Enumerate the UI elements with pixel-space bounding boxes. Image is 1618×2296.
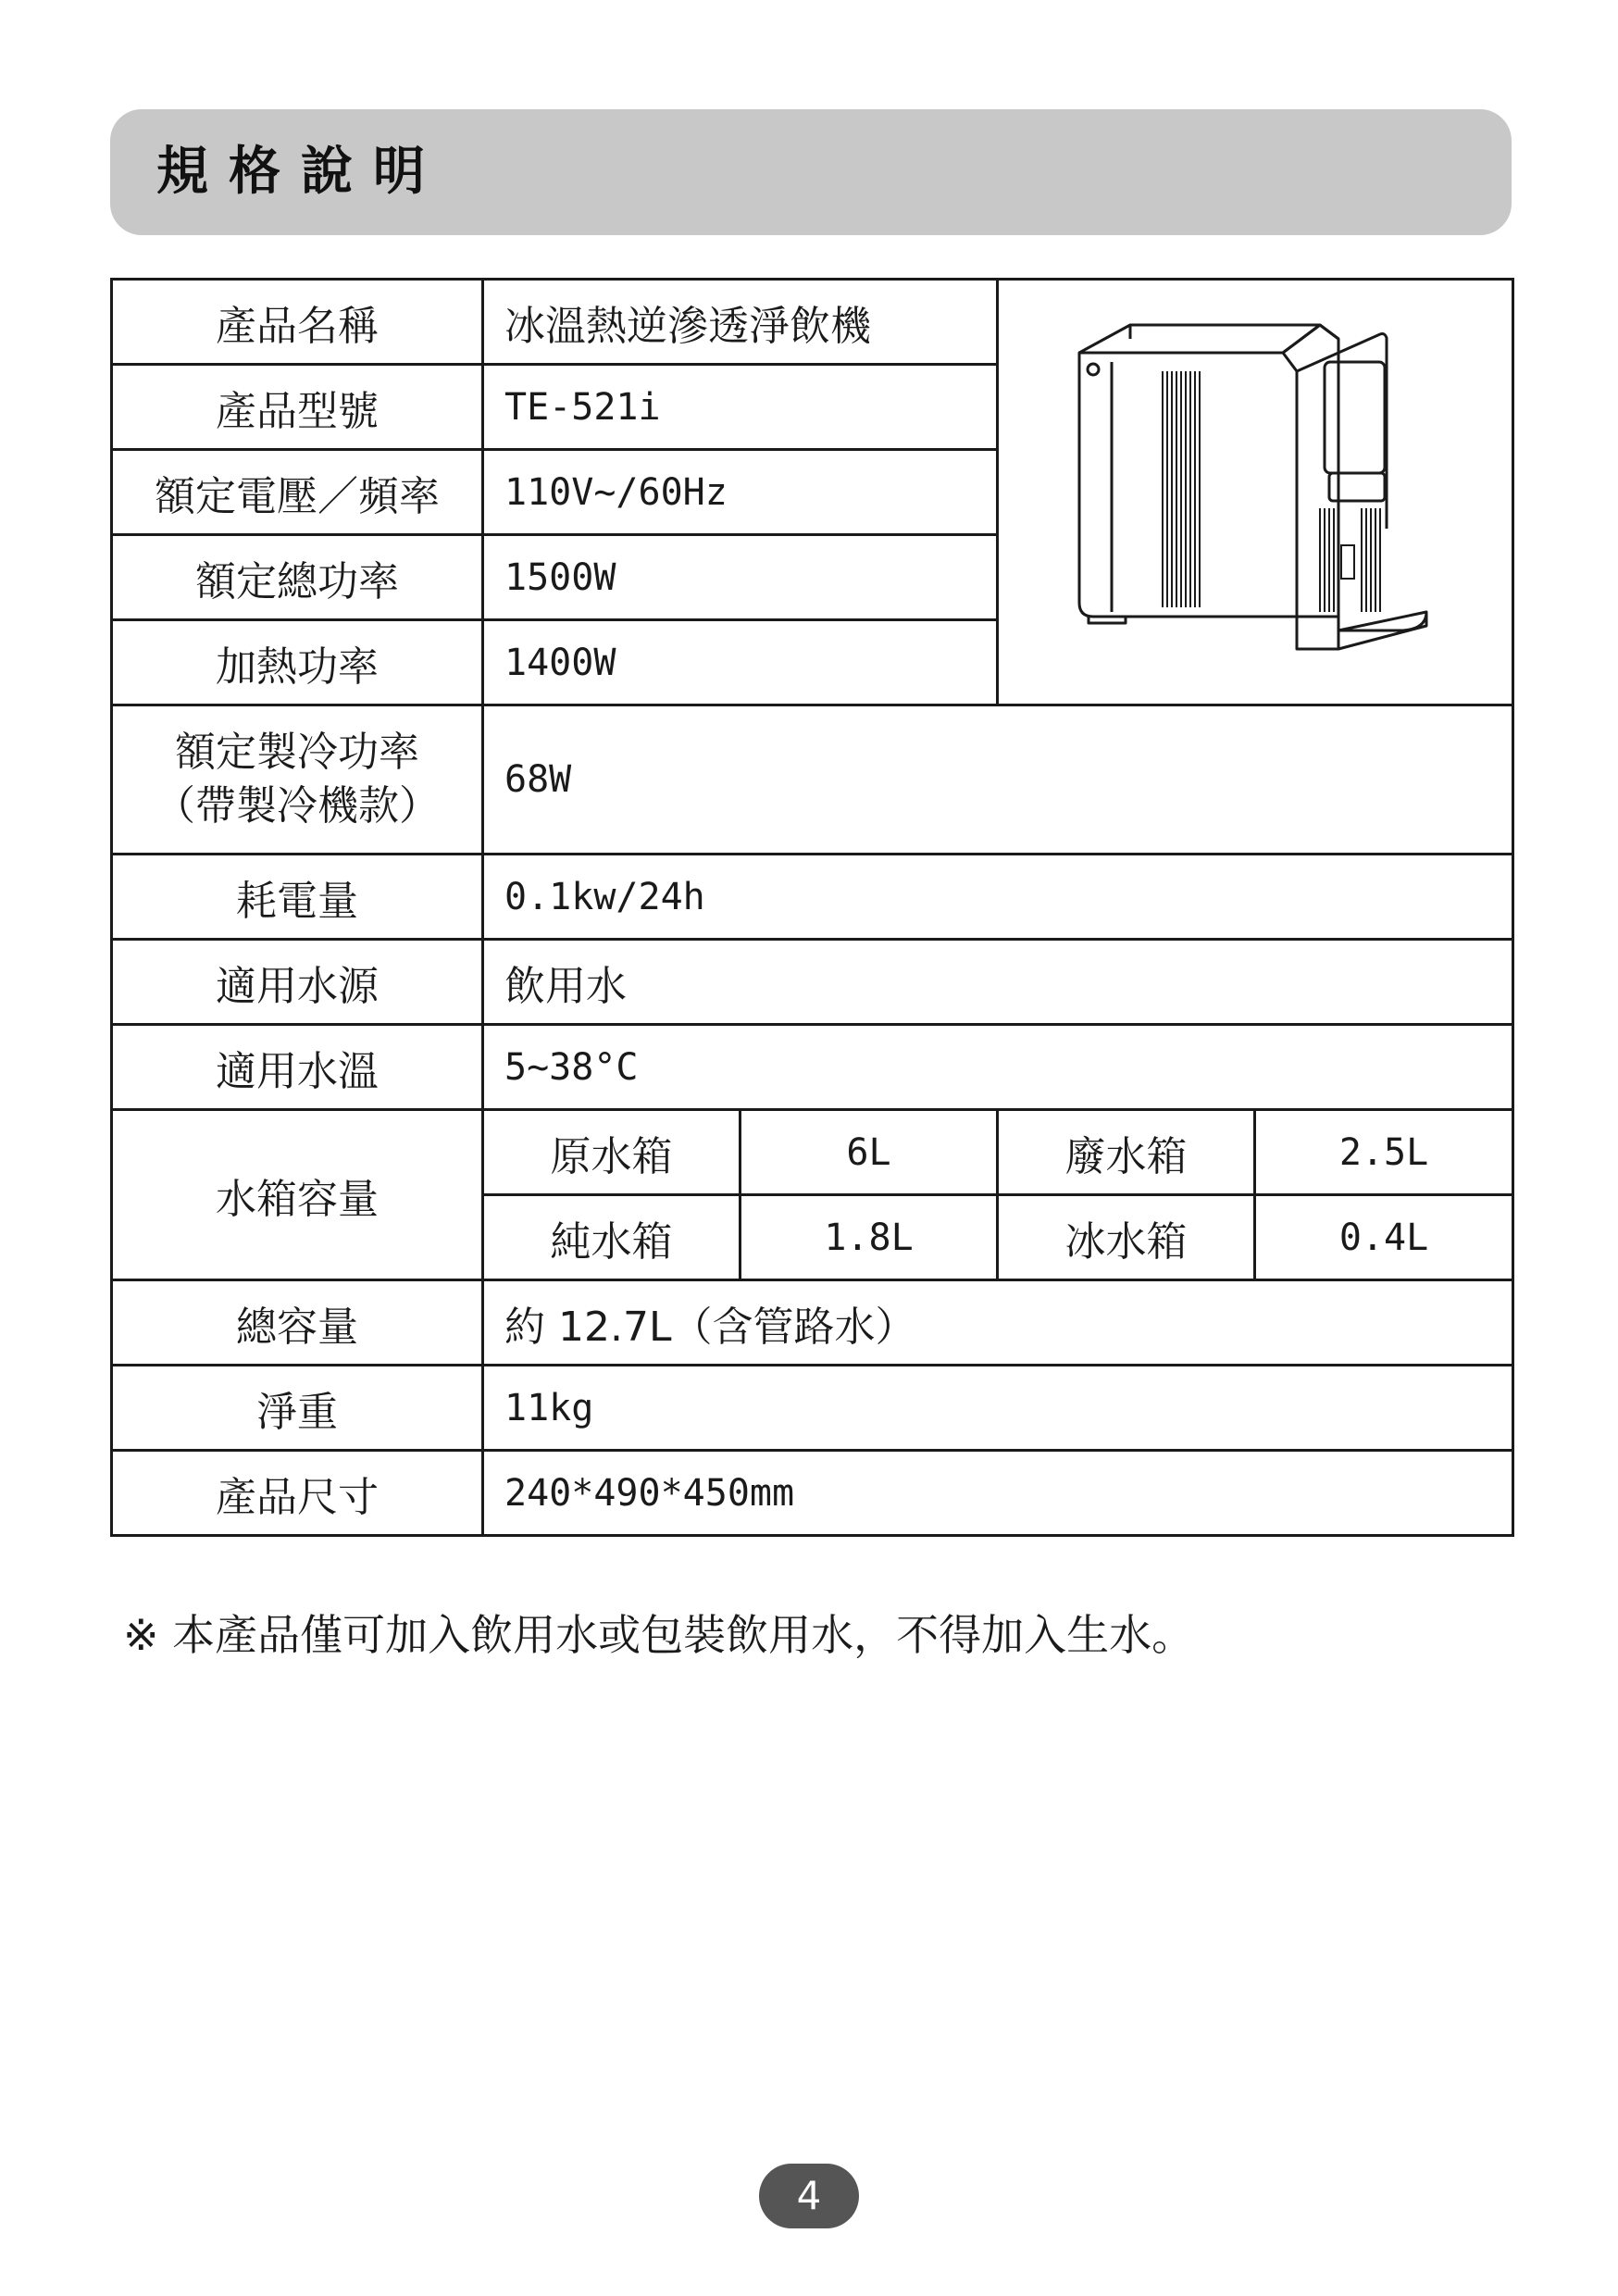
row-label-line: 額定製冷功率 bbox=[175, 729, 419, 776]
water-dispenser-illustration bbox=[1061, 297, 1450, 677]
table-row bbox=[112, 1451, 1513, 1536]
row-label: 適用水溫 bbox=[112, 1025, 483, 1110]
row-label bbox=[112, 705, 483, 855]
table-row bbox=[112, 1025, 1513, 1110]
tank-value: 6L bbox=[741, 1110, 998, 1195]
row-label: 水箱容量 bbox=[112, 1110, 483, 1280]
section-header bbox=[110, 109, 1512, 235]
row-label: 額定總功率 bbox=[112, 535, 483, 620]
row-label: 適用水源 bbox=[112, 940, 483, 1025]
table-row bbox=[112, 1366, 1513, 1451]
row-value: 240*490*450mm bbox=[483, 1451, 1513, 1536]
page-number: 4 bbox=[759, 2164, 859, 2228]
row-value: 1500W bbox=[483, 535, 998, 620]
row-label: 淨重 bbox=[112, 1366, 483, 1451]
row-label: 產品尺寸 bbox=[112, 1451, 483, 1536]
product-image-cell bbox=[998, 280, 1513, 705]
tank-value: 0.4L bbox=[1255, 1195, 1513, 1280]
row-value: 68W bbox=[483, 705, 1513, 855]
row-value: 約 12.7L（含管路水） bbox=[483, 1280, 1513, 1366]
table-row bbox=[112, 1110, 1513, 1195]
section-title: 規格說明 bbox=[156, 142, 445, 202]
usage-note: ※ 本產品僅可加入飲用水或包裝飲用水，不得加入生水。 bbox=[123, 1610, 1195, 1660]
table-row bbox=[112, 855, 1513, 940]
table-row bbox=[112, 280, 1513, 365]
table-row bbox=[112, 705, 1513, 855]
row-label: 加熱功率 bbox=[112, 620, 483, 705]
row-value: 11kg bbox=[483, 1366, 1513, 1451]
row-value: 冰溫熱逆滲透淨飲機 bbox=[483, 280, 998, 365]
table-row bbox=[112, 1280, 1513, 1366]
row-label: 產品名稱 bbox=[112, 280, 483, 365]
row-value: 110V~/60Hz bbox=[483, 450, 998, 535]
table-row bbox=[112, 940, 1513, 1025]
row-label: 額定電壓／頻率 bbox=[112, 450, 483, 535]
row-value: 1400W bbox=[483, 620, 998, 705]
tank-name: 冰水箱 bbox=[998, 1195, 1255, 1280]
row-label: 產品型號 bbox=[112, 365, 483, 450]
spec-table bbox=[110, 278, 1514, 1537]
tank-value: 1.8L bbox=[741, 1195, 998, 1280]
tank-name: 廢水箱 bbox=[998, 1110, 1255, 1195]
row-value: TE-521i bbox=[483, 365, 998, 450]
tank-name: 原水箱 bbox=[483, 1110, 741, 1195]
row-label: 耗電量 bbox=[112, 855, 483, 940]
row-value: 5~38°C bbox=[483, 1025, 1513, 1110]
tank-value: 2.5L bbox=[1255, 1110, 1513, 1195]
row-label: 總容量 bbox=[112, 1280, 483, 1366]
row-value: 飲用水 bbox=[483, 940, 1513, 1025]
tank-name: 純水箱 bbox=[483, 1195, 741, 1280]
row-label-line: （帶製冷機款） bbox=[155, 782, 440, 830]
row-value: 0.1kw/24h bbox=[483, 855, 1513, 940]
